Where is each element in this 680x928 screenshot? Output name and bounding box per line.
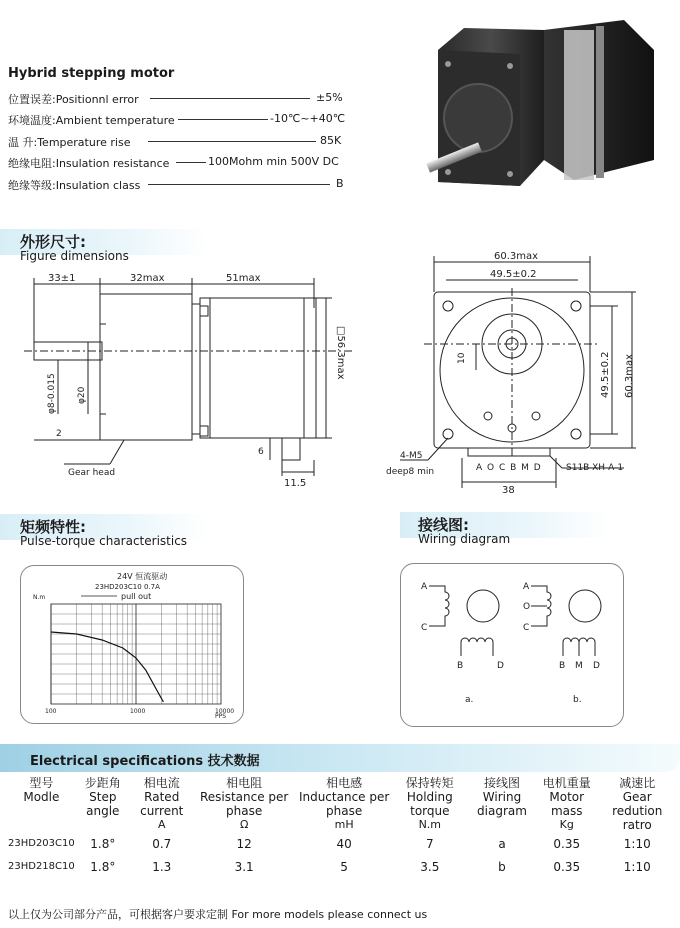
- header-cn: 相电阻: [226, 776, 263, 790]
- dim-label: 49.5±0.2: [600, 351, 611, 398]
- header-en: Rated current: [140, 790, 184, 818]
- coil-b-center: [563, 638, 595, 656]
- gear-head-label: Gear head: [68, 468, 116, 478]
- dimensions-title-cn: 外形尺寸:: [20, 233, 86, 251]
- wire-label: B: [559, 661, 566, 671]
- dim-label: 2: [56, 429, 62, 439]
- column-header: [395, 776, 465, 832]
- header-unit: A: [157, 818, 166, 831]
- spec-label: 位置误差:Positionnl error: [8, 93, 139, 106]
- spec-label: 绝缘等级:Insulation class: [8, 179, 141, 192]
- header-en: Step angle: [86, 790, 120, 818]
- dim-label: 49.5±0.2: [490, 269, 537, 280]
- electrical-title: Electrical specifications 技术数据: [30, 754, 260, 769]
- pull-out-curve: [51, 632, 163, 702]
- header-cn: 型号: [29, 776, 54, 790]
- table-cell: 1.3: [152, 859, 172, 874]
- header-cn: 接线图: [483, 776, 520, 790]
- header-unit: N.m: [418, 818, 442, 831]
- wiring-diagram-frame: [400, 563, 624, 727]
- connector-label: S11B-XH-A-1: [566, 463, 624, 473]
- header-unit: Ω: [239, 818, 249, 831]
- chart-title: 24V 恒流驱动: [117, 572, 168, 581]
- wire-label: B: [457, 661, 464, 671]
- wire-label: O: [523, 602, 531, 612]
- spec-value: B: [336, 177, 344, 190]
- electrical-spec-table: [6, 776, 680, 878]
- dim-label: φ20: [77, 386, 87, 404]
- legend-label: pull out: [121, 592, 152, 601]
- table-cell: a: [498, 836, 506, 851]
- header-unit: Kg: [559, 818, 574, 831]
- dim-label: 60.3max: [624, 353, 635, 398]
- header-cn: 电机重量: [542, 776, 591, 790]
- header-cn: 减速比: [619, 776, 656, 790]
- page-title: Hybrid stepping motor: [8, 66, 175, 81]
- depth-label: deep8 min: [386, 467, 435, 477]
- pin-labels: A O C B M D: [476, 463, 542, 473]
- table-cell: 1.8°: [90, 859, 116, 874]
- header-en: Wiring diagram: [477, 790, 527, 818]
- dim-label: 6: [258, 447, 264, 457]
- dim-label: 32max: [130, 273, 165, 284]
- table-cell: 3.5: [420, 859, 440, 874]
- table-cell: 1:10: [623, 836, 651, 851]
- spec-label: 温 升:Temperature rise: [8, 136, 131, 149]
- screw-label: 4-M5: [400, 451, 423, 461]
- table-cell: 12: [236, 836, 252, 851]
- model-cell: 23HD218C10: [8, 861, 75, 872]
- coil-a: [429, 586, 449, 626]
- column-header: [594, 776, 680, 832]
- header-unit: mH: [334, 818, 354, 831]
- wire-label: A: [523, 582, 530, 592]
- chart-grid: [51, 604, 221, 704]
- rotor-a: [467, 590, 499, 622]
- torque-chart: [21, 566, 243, 723]
- spec-label: 环境温度:Ambient temperature: [8, 114, 175, 127]
- coil-a-center: [531, 586, 551, 626]
- column-header: [77, 776, 129, 832]
- torque-title-cn: 矩频特性:: [20, 518, 86, 536]
- dim-label: 10: [457, 352, 467, 364]
- front-view-drawing: [384, 248, 674, 498]
- header-cn: 步距角: [84, 776, 121, 790]
- header-en: Resistance per phase: [199, 790, 289, 818]
- dim-label: 33±1: [48, 273, 76, 284]
- y-axis-label: N.m: [33, 594, 46, 601]
- table-cell: 0.35: [553, 859, 581, 874]
- wire-label: D: [497, 661, 504, 671]
- spec-value: 100Mohm min 500V DC: [208, 155, 339, 168]
- spec-value: -10℃~+40℃: [270, 112, 346, 125]
- table-cell: 3.1: [234, 859, 254, 874]
- diagram-caption: a.: [465, 695, 474, 705]
- column-header: [465, 776, 539, 832]
- dim-label: φ8-0.015: [47, 373, 57, 414]
- diagram-caption: b.: [573, 695, 582, 705]
- dim-label: 38: [502, 485, 515, 496]
- header-en: Motor mass: [549, 790, 585, 818]
- table-cell: 40: [336, 836, 352, 851]
- dim-label: 60.3max: [494, 251, 539, 262]
- header-cn: 相电流: [143, 776, 180, 790]
- chart-subtitle: 23HD203C10 0.7A: [95, 583, 160, 591]
- rotor-b: [569, 590, 601, 622]
- column-header: [294, 776, 395, 832]
- table-cell: 5: [340, 859, 348, 874]
- x-tick-label: 10000: [215, 708, 235, 715]
- side-view-drawing: [14, 264, 374, 494]
- table-cell: 1:10: [623, 859, 651, 874]
- wire-label: C: [523, 623, 530, 633]
- table-header-row: [6, 776, 680, 832]
- spec-label: 绝缘电阻:Insulation resistance: [8, 157, 170, 170]
- table-cell: 7: [425, 836, 434, 851]
- header-en: Modle: [23, 790, 60, 804]
- dim-label: □56.3max: [335, 326, 346, 380]
- spec-value: ±5%: [316, 91, 343, 104]
- header-en: Inductance per phase: [298, 790, 390, 818]
- header-en: Gear redution ratro: [612, 790, 663, 832]
- x-axis-label: PPS: [215, 713, 227, 720]
- wire-label: M: [575, 661, 583, 671]
- wire-label: A: [421, 582, 428, 592]
- header-cn: 保持转矩: [405, 776, 454, 790]
- column-header: [539, 776, 595, 832]
- coil-b: [461, 638, 493, 656]
- table-row: [6, 832, 680, 855]
- table-cell: 1.8°: [90, 836, 116, 851]
- column-header: [195, 776, 294, 832]
- dimensions-title-en: Figure dimensions: [20, 249, 129, 263]
- x-tick-label: 1000: [130, 708, 146, 715]
- wiring-title-en: Wiring diagram: [418, 532, 511, 546]
- dim-label: 11.5: [284, 478, 307, 489]
- x-tick-label: 100: [45, 708, 57, 715]
- footer-note: 以上仅为公司部分产品，可根据客户要求定制 For more models please connect us: [8, 908, 428, 921]
- wiring-title-cn: 接线图:: [418, 516, 469, 534]
- header-cn: 相电感: [326, 776, 363, 790]
- torque-chart-frame: [20, 565, 244, 724]
- table-cell: 0.7: [152, 836, 172, 851]
- table-cell: 0.35: [553, 836, 581, 851]
- spec-value: 85K: [320, 134, 342, 147]
- motor-photo: [424, 10, 676, 200]
- torque-title-en: Pulse-torque characteristics: [20, 534, 188, 548]
- model-cell: 23HD203C10: [8, 838, 75, 849]
- table-row: [6, 855, 680, 878]
- wiring-diagram: [401, 564, 623, 726]
- wire-label: D: [593, 661, 600, 671]
- wire-label: C: [421, 623, 428, 633]
- table-cell: b: [498, 859, 506, 874]
- column-header: [6, 776, 77, 832]
- dim-label: 51max: [226, 273, 261, 284]
- header-en: Holding torque: [406, 790, 453, 818]
- column-header: [129, 776, 195, 832]
